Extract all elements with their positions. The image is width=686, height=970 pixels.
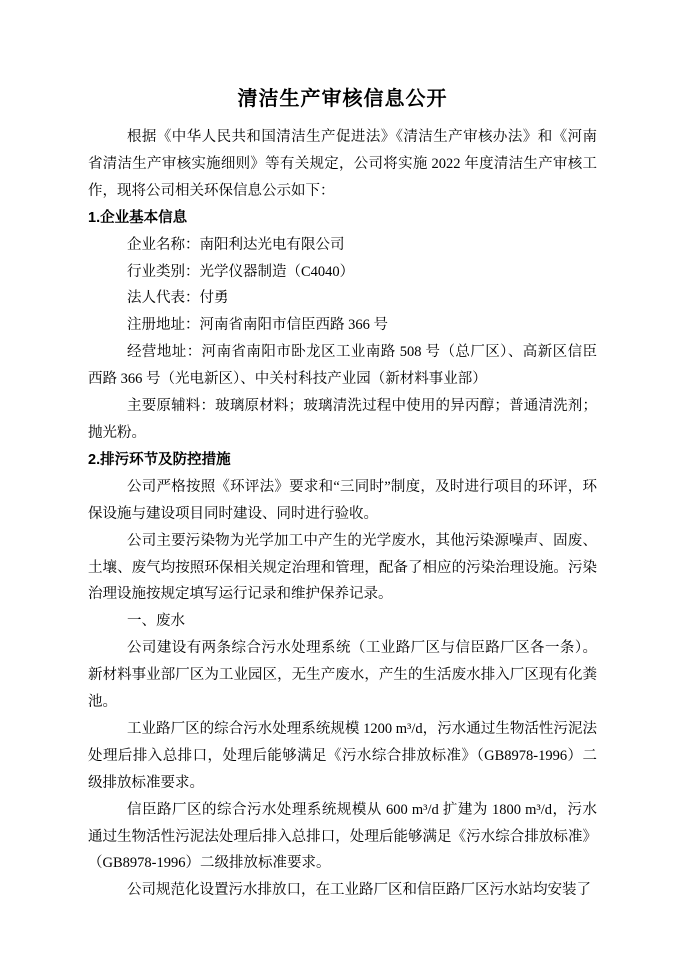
company-name-line: 企业名称：南阳利达光电有限公司 xyxy=(127,236,345,253)
registered-address-line: 注册地址：河南省南阳市信臣西路 366 号 xyxy=(127,317,388,334)
treatment-systems-paragraph: 公司建设有两条综合污水处理系统（工业路厂区与信臣路厂区各一条）。新材料事业部厂区为工业园区，无生产废水，产生的生活废水排入厂区现有化粪池。 xyxy=(88,640,597,711)
legal-representative-line: 法人代表：付勇 xyxy=(127,290,229,307)
raw-materials-line: 主要原辅料：玻璃原材料；玻璃清洗过程中使用的异丙醇；普通清洗剂；抛光粉。 xyxy=(88,398,597,441)
outfall-paragraph: 公司规范化设置污水排放口，在工业路厂区和信臣路厂区污水站均安装了 xyxy=(127,882,591,899)
industry-category-line: 行业类别：光学仪器制造（C4040） xyxy=(127,263,355,280)
business-address-line: 经营地址：河南省南阳市卧龙区工业南路 508 号（总厂区）、高新区信臣西路 366 号（光电新区）、中关村科技产业园（新材料事业部） xyxy=(88,344,597,388)
section-1-heading: 1.企业基本信息 xyxy=(88,209,188,226)
page-title: 清洁生产审核信息公开 xyxy=(237,88,448,110)
eia-compliance-paragraph: 公司严格按照《环评法》要求和“三同时”制度，及时进行项目的环评，环保设施与建设项目同时建设、同时进行验收。 xyxy=(88,478,597,522)
wastewater-subheading: 一、废水 xyxy=(127,613,185,630)
industrial-road-plant-paragraph: 工业路厂区的综合污水处理系统规模 1200 m³/d，污水通过生物活性污泥法处理后排入总排口，处理后能够满足《污水综合排放标准》（GB8978-1996）二级排放标准要求。 xyxy=(88,720,597,791)
xinchen-road-plant-paragraph: 信臣路厂区的综合污水处理系统规模从 600 m³/d 扩建为 1800 m³/d，污水通过生物活性污泥法处理后排入总排口，处理后能够满足《污水综合排放标准》（GB8978-1996）二级排放标准要求。 xyxy=(88,801,597,872)
pollutants-overview-paragraph: 公司主要污染物为光学加工中产生的光学废水，其他污染源噪声、固废、土壤、废气均按照环保相关规定治理和管理，配备了相应的污染治理设施。污染治理设施按规定填写运行记录和维护保养记录。 xyxy=(88,532,597,603)
section-2-heading: 2.排污环节及防控措施 xyxy=(88,451,231,468)
intro-paragraph: 根据《中华人民共和国清洁生产促进法》《清洁生产审核办法》和《河南省清洁生产审核实施细则》等有关规定，公司将实施 2022 年度清洁生产审核工作，现将公司相关环保信息公示如下： xyxy=(88,129,597,199)
